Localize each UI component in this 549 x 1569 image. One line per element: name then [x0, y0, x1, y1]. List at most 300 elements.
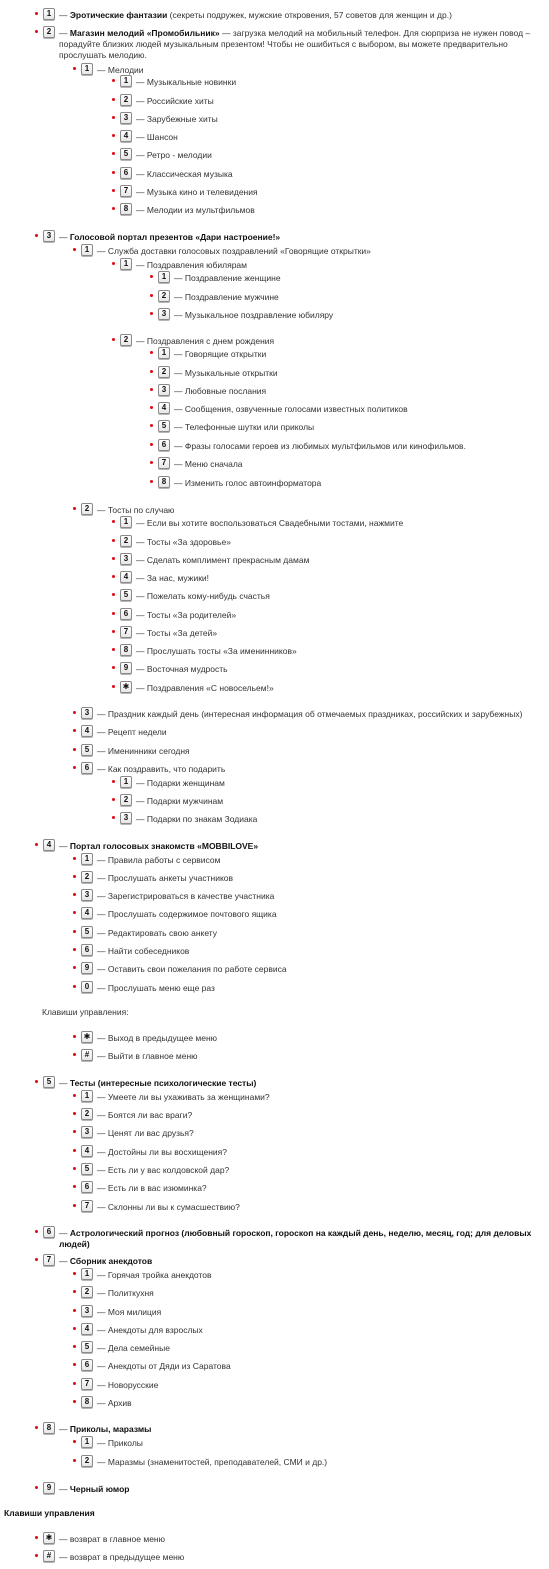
dash-separator: — [136, 796, 147, 806]
menu-item-text [136, 555, 309, 566]
menu-item-label: Подарки по знакам Зодиака [146, 814, 258, 824]
keypad-key-icon: 0 [81, 981, 93, 993]
keypad-key-icon: 5 [81, 744, 93, 756]
keypad-key-icon: 3 [120, 112, 132, 124]
menu-item-text [174, 478, 321, 489]
menu-item-label: Маразмы (знаменитостей, преподавателей, СМИ и др.) [107, 1457, 328, 1467]
keypad-key-icon: 4 [120, 130, 132, 142]
bullet-icon [112, 520, 115, 523]
menu-item-label: Поздравления с днем рождения [146, 336, 275, 346]
bullet-icon [150, 461, 153, 464]
menu-item-text [136, 336, 274, 347]
menu-item-text [174, 459, 243, 470]
menu-item-text [97, 1110, 192, 1121]
bullet-icon [73, 748, 76, 751]
bullet-icon [73, 67, 76, 70]
bullet-icon [73, 1459, 76, 1462]
menu-item-text [97, 928, 217, 939]
bullet-icon [150, 351, 153, 354]
menu-item-title: Тесты (интересные психологические тесты) [69, 1078, 257, 1088]
menu-item-label: (секреты подружек, мужские откровения, 57 советов для женщин и др.) [167, 10, 452, 20]
dash-separator: — [59, 1256, 70, 1266]
keypad-key-icon: 1 [81, 1436, 93, 1448]
menu-item-text [97, 1438, 143, 1449]
bullet-icon [73, 1290, 76, 1293]
dash-separator: — [174, 422, 185, 432]
keypad-key-icon: 2 [81, 871, 93, 883]
bullet-icon [73, 766, 76, 769]
menu-item-text [59, 1424, 151, 1435]
bullet-icon [112, 207, 115, 210]
menu-item-text [97, 1092, 270, 1103]
keypad-key-icon: 3 [158, 308, 170, 320]
keypad-key-icon: 2 [81, 1455, 93, 1467]
keypad-key-icon: 3 [43, 230, 55, 242]
bullet-icon [112, 98, 115, 101]
menu-item-text [97, 1325, 203, 1336]
keypad-key-icon: 6 [81, 1359, 93, 1371]
menu-item-text [174, 273, 281, 284]
menu-item-title: Портал голосовых знакомств «MOBBILOVE» [69, 841, 259, 851]
bullet-icon [35, 30, 38, 33]
keypad-key-icon: 5 [158, 420, 170, 432]
dash-separator: — [136, 814, 147, 824]
keypad-key-icon: 3 [81, 1126, 93, 1138]
bullet-icon [73, 1130, 76, 1133]
bullet-icon [150, 424, 153, 427]
bullet-icon [73, 711, 76, 714]
keypad-key-icon: 3 [81, 1305, 93, 1317]
keypad-key-icon: 2 [120, 334, 132, 346]
keypad-key-icon: ✱ [43, 1532, 55, 1544]
bullet-icon [150, 480, 153, 483]
menu-item-text [59, 1552, 184, 1563]
bullet-icon [112, 262, 115, 265]
menu-item-text [136, 537, 231, 548]
menu-item-text [97, 964, 287, 975]
dash-separator: — [136, 646, 147, 656]
dash-separator: — [174, 349, 185, 359]
menu-item-text [136, 628, 217, 639]
menu-item-text [97, 855, 220, 866]
menu-item-label: Тосты «За родителей» [146, 610, 237, 620]
keypad-key-icon: 4 [81, 1145, 93, 1157]
keypad-key-icon: 1 [120, 258, 132, 270]
keypad-key-icon: 7 [81, 1378, 93, 1390]
dash-separator: — [97, 1183, 108, 1193]
menu-item-label: Музыкальные новинки [146, 77, 237, 87]
keypad-key-icon: 6 [81, 944, 93, 956]
bullet-icon [73, 1204, 76, 1207]
keypad-key-icon: 3 [81, 707, 93, 719]
menu-item-label: Именинники сегодня [107, 746, 190, 756]
dash-separator: — [97, 1110, 108, 1120]
keypad-key-icon: 1 [120, 516, 132, 528]
dash-separator: — [97, 1457, 108, 1467]
bullet-icon [73, 948, 76, 951]
menu-item-text [136, 205, 255, 216]
keypad-key-icon: 8 [81, 1396, 93, 1408]
keypad-key-icon: # [81, 1049, 93, 1061]
menu-item-label: Поздравление женщине [184, 273, 281, 283]
bullet-icon [73, 1112, 76, 1115]
menu-item-text [59, 841, 258, 852]
menu-item-label: Если вы хотите воспользоваться Свадебными тостами, нажмите [146, 518, 404, 528]
menu-item-label: Архив [107, 1398, 132, 1408]
dash-separator: — [136, 336, 147, 346]
menu-item-label: Подарки женщинам [146, 778, 225, 788]
menu-item-label: Мелодии из мультфильмов [146, 205, 255, 215]
menu-item-text [59, 10, 452, 21]
dash-separator: — [59, 1078, 70, 1088]
bullet-icon [73, 507, 76, 510]
menu-item-text [59, 232, 280, 243]
menu-item-text [97, 1343, 170, 1354]
dash-separator: — [136, 187, 147, 197]
keypad-key-icon: 5 [81, 1163, 93, 1175]
menu-item-title: Голосовой портал презентов «Дари настроение!» [69, 232, 281, 242]
menu-item-label: Анекдоты от Дяди из Саратова [107, 1361, 231, 1371]
dash-separator: — [97, 764, 108, 774]
menu-item-text [97, 246, 371, 257]
menu-item-label: Музыкальные открытки [184, 368, 278, 378]
dash-separator: — [136, 205, 147, 215]
dash-separator: — [97, 505, 108, 515]
dash-separator: — [97, 909, 108, 919]
dash-separator: — [59, 1424, 70, 1434]
menu-item-text [59, 1484, 129, 1495]
menu-item-text [97, 505, 174, 516]
bullet-icon [112, 116, 115, 119]
keypad-key-icon: 8 [120, 644, 132, 656]
menu-item-label: Меню сначала [184, 459, 243, 469]
dash-separator: — [97, 727, 108, 737]
menu-item-text [136, 796, 223, 807]
menu-item-label: Политкухня [107, 1288, 154, 1298]
menu-item-text [136, 150, 212, 161]
keypad-key-icon: 2 [120, 535, 132, 547]
menu-item-label: — загрузка мелодий на мобильный телефон. Для сюрприза не нужен повод – порадуйте близких людей музыкальным презентом! Чтобы не ошибиться с выбором, вы можете предварительно прослушать мелодию. [59, 28, 531, 60]
dash-separator: — [59, 28, 70, 38]
menu-item-label: Прослушать содержимое почтового ящика [107, 909, 277, 919]
menu-item-text [136, 573, 209, 584]
bullet-icon [112, 612, 115, 615]
bullet-icon [112, 539, 115, 542]
bullet-icon [112, 685, 115, 688]
menu-item-label: Тосты «За детей» [146, 628, 218, 638]
dash-separator: — [136, 610, 147, 620]
menu-item-text [136, 814, 257, 825]
menu-item-text [97, 1457, 327, 1468]
bullet-icon [35, 843, 38, 846]
dash-separator: — [97, 946, 108, 956]
menu-item-text [97, 1288, 154, 1299]
dash-separator: — [174, 441, 185, 451]
bullet-icon [73, 248, 76, 251]
menu-item-label: возврат в главное меню [69, 1534, 166, 1544]
bullet-icon [73, 1345, 76, 1348]
menu-item-label: Телефонные шутки или приколы [184, 422, 315, 432]
menu-item-label: Выйти в главное меню [107, 1051, 198, 1061]
bullet-icon [112, 630, 115, 633]
menu-item-text [97, 1051, 198, 1062]
menu-item-text [97, 746, 190, 757]
dash-separator: — [97, 1051, 108, 1061]
keypad-key-icon: 6 [120, 608, 132, 620]
dash-separator: — [97, 855, 108, 865]
bullet-icon [73, 1094, 76, 1097]
keypad-key-icon: 7 [81, 1200, 93, 1212]
bullet-icon [150, 370, 153, 373]
menu-item-text [136, 518, 403, 529]
keypad-key-icon: 3 [81, 889, 93, 901]
keypad-key-icon: 1 [158, 347, 170, 359]
menu-item-label: Анекдоты для взрослых [107, 1325, 203, 1335]
keypad-key-icon: 1 [158, 271, 170, 283]
keypad-key-icon: 6 [81, 1181, 93, 1193]
menu-item-text [136, 187, 258, 198]
menu-item-text [35, 1228, 535, 1250]
keypad-key-icon: 2 [120, 794, 132, 806]
keypad-key-icon: 2 [81, 1108, 93, 1120]
menu-item-text [97, 1380, 158, 1391]
keypad-key-icon: 4 [158, 402, 170, 414]
menu-item-label: Любовные послания [184, 386, 267, 396]
bullet-icon [35, 1080, 38, 1083]
bullet-icon [73, 1053, 76, 1056]
bullet-icon [112, 816, 115, 819]
bullet-icon [35, 1230, 38, 1233]
keypad-key-icon: 1 [43, 8, 55, 20]
bullet-icon [112, 575, 115, 578]
menu-item-label: Сообщения, озвученные голосами известных политиков [184, 404, 408, 414]
bullet-icon [112, 666, 115, 669]
keypad-key-icon: # [43, 1550, 55, 1562]
dash-separator: — [136, 664, 147, 674]
menu-item-label: Тосты по случаю [107, 505, 175, 515]
menu-item-label: Прослушать меню еще раз [107, 983, 215, 993]
menu-item-label: Боятся ли вас враги? [107, 1110, 193, 1120]
menu-item-label: Моя милиция [107, 1307, 162, 1317]
keypad-key-icon: 3 [120, 812, 132, 824]
menu-item-label: Поздравление мужчине [184, 292, 279, 302]
menu-item-text [97, 873, 233, 884]
menu-item-text [174, 310, 333, 321]
keypad-key-icon: 4 [81, 907, 93, 919]
bullet-icon [73, 1363, 76, 1366]
keypad-key-icon: 9 [120, 662, 132, 674]
bullet-icon [73, 1382, 76, 1385]
bullet-icon [35, 1258, 38, 1261]
dash-separator: — [97, 709, 108, 719]
bullet-icon [73, 911, 76, 914]
menu-item-text [136, 169, 233, 180]
dash-separator: — [174, 459, 185, 469]
bullet-icon [73, 857, 76, 860]
dash-separator: — [59, 841, 70, 851]
menu-item-label: Служба доставки голосовых поздравлений «Говорящие открытки» [107, 246, 371, 256]
bullet-icon [73, 1440, 76, 1443]
menu-item-label: Есть ли в вас изюминка? [107, 1183, 207, 1193]
menu-item-text [35, 28, 535, 61]
bullet-icon [73, 875, 76, 878]
bullet-icon [150, 388, 153, 391]
menu-item-text [97, 1165, 229, 1176]
menu-item-label: Поздравления «С новосельем!» [146, 683, 274, 693]
menu-item-text [97, 1307, 161, 1318]
menu-item-label: Подарки мужчинам [146, 796, 224, 806]
menu-item-text [174, 349, 266, 360]
menu-item-text [59, 1256, 152, 1267]
dash-separator: — [97, 964, 108, 974]
keypad-key-icon: ✱ [120, 681, 132, 693]
menu-item-label: Есть ли у вас колдовской дар? [107, 1165, 230, 1175]
dash-separator: — [97, 928, 108, 938]
dash-separator: — [136, 555, 147, 565]
menu-item-label: Пожелать кому-нибудь счастья [146, 591, 270, 601]
dash-separator: — [136, 260, 147, 270]
dash-separator: — [97, 1438, 108, 1448]
menu-item-text [174, 368, 278, 379]
menu-item-text [136, 778, 225, 789]
dash-separator: — [97, 1147, 108, 1157]
dash-separator: — [97, 746, 108, 756]
keypad-key-icon: 8 [43, 1422, 55, 1434]
bullet-icon [150, 443, 153, 446]
bullet-icon [150, 275, 153, 278]
dash-separator: — [59, 1552, 70, 1562]
dash-separator: — [136, 778, 147, 788]
menu-item-label: Тосты «За здоровье» [146, 537, 231, 547]
menu-item-label: Зарегистрироваться в качестве участника [107, 891, 275, 901]
keypad-key-icon: 2 [81, 1286, 93, 1298]
keypad-key-icon: 1 [81, 1090, 93, 1102]
dash-separator: — [97, 1398, 108, 1408]
menu-item-label: Шансон [146, 132, 178, 142]
bullet-icon [112, 780, 115, 783]
dash-separator: — [59, 1534, 70, 1544]
menu-item-title: Сборник анекдотов [69, 1256, 153, 1266]
menu-item-text [97, 946, 189, 957]
menu-item-text [97, 1183, 207, 1194]
dash-separator: — [174, 310, 185, 320]
menu-item-label: Оставить свои пожелания по работе сервиса [107, 964, 287, 974]
dash-separator: — [97, 65, 108, 75]
controls-heading: Клавиши управления [4, 1508, 95, 1518]
dash-separator: — [97, 246, 108, 256]
menu-item-text [174, 404, 408, 415]
bullet-icon [150, 312, 153, 315]
menu-item-label: Поздравления юбилярам [146, 260, 248, 270]
dash-separator: — [136, 132, 147, 142]
menu-item-text [59, 1534, 165, 1545]
bullet-icon [112, 798, 115, 801]
keypad-key-icon: 6 [81, 762, 93, 774]
bullet-icon [150, 294, 153, 297]
keypad-key-icon: ✱ [81, 1031, 93, 1043]
keypad-key-icon: 2 [43, 26, 55, 38]
bullet-icon [35, 1536, 38, 1539]
dash-separator: — [136, 518, 147, 528]
bullet-icon [112, 152, 115, 155]
bullet-icon [73, 1272, 76, 1275]
menu-item-label: Новорусские [107, 1380, 159, 1390]
bullet-icon [112, 171, 115, 174]
menu-item-text [136, 260, 247, 271]
dash-separator: — [136, 683, 147, 693]
menu-item-label: Музыка кино и телевидения [146, 187, 258, 197]
menu-item-text [136, 591, 270, 602]
menu-item-text [97, 1147, 227, 1158]
menu-item-text [174, 386, 266, 397]
bullet-icon [112, 648, 115, 651]
menu-item-text [174, 292, 279, 303]
keypad-key-icon: 5 [43, 1076, 55, 1088]
bullet-icon [73, 1400, 76, 1403]
bullet-icon [73, 1327, 76, 1330]
menu-item-label: Дела семейные [107, 1343, 170, 1353]
menu-item-label: Найти собеседников [107, 946, 190, 956]
menu-item-text [97, 764, 225, 775]
menu-item-title: Приколы, маразмы [69, 1424, 152, 1434]
menu-item-text [97, 1128, 194, 1139]
keypad-key-icon: 9 [43, 1482, 55, 1494]
menu-item-title: Черный юмор [69, 1484, 130, 1494]
menu-item-label: Восточная мудрость [146, 664, 228, 674]
menu-item-label: Сделать комплимент прекрасным дамам [146, 555, 310, 565]
dash-separator: — [59, 1228, 70, 1238]
menu-item-text [174, 441, 466, 452]
dash-separator: — [97, 1343, 108, 1353]
keypad-key-icon: 8 [158, 476, 170, 488]
menu-item-text [97, 909, 277, 920]
menu-item-title: Астрологический прогноз (любовный гороскоп, гороскоп на каждый день, неделю, месяц, год; для деловых людей) [59, 1228, 532, 1249]
dash-separator: — [97, 1128, 108, 1138]
dash-separator: — [174, 273, 185, 283]
keypad-key-icon: 4 [81, 725, 93, 737]
menu-item-label: Прослушать анкеты участников [107, 873, 234, 883]
dash-separator: — [59, 1484, 70, 1494]
keypad-key-icon: 6 [43, 1226, 55, 1238]
dash-separator: — [97, 1270, 108, 1280]
keypad-key-icon: 7 [120, 626, 132, 638]
bullet-icon [73, 985, 76, 988]
menu-item [35, 1228, 535, 1250]
bullet-icon [73, 1035, 76, 1038]
menu-item-text [136, 646, 297, 657]
dash-separator: — [97, 1033, 108, 1043]
menu-item-text [59, 1078, 256, 1089]
menu-item-label: За нас, мужики! [146, 573, 210, 583]
menu-item-label: Музыкальное поздравление юбиляру [184, 310, 334, 320]
dash-separator: — [136, 96, 147, 106]
dash-separator: — [174, 386, 185, 396]
menu-item-label: Правила работы с сервисом [107, 855, 221, 865]
keypad-key-icon: 5 [81, 926, 93, 938]
keypad-key-icon: 2 [81, 503, 93, 515]
keypad-key-icon: 1 [81, 63, 93, 75]
bullet-icon [150, 406, 153, 409]
keypad-key-icon: 5 [81, 1341, 93, 1353]
menu-item-text [174, 422, 314, 433]
bullet-icon [73, 1167, 76, 1170]
dash-separator: — [136, 628, 147, 638]
menu-item-label: Праздник каждый день (интересная информация об отмечаемых праздниках, российских и зарубежных) [107, 709, 523, 719]
menu-item-label: Ценят ли вас друзья? [107, 1128, 194, 1138]
keypad-key-icon: 6 [158, 439, 170, 451]
bullet-icon [112, 593, 115, 596]
menu-item-label: Российские хиты [146, 96, 214, 106]
